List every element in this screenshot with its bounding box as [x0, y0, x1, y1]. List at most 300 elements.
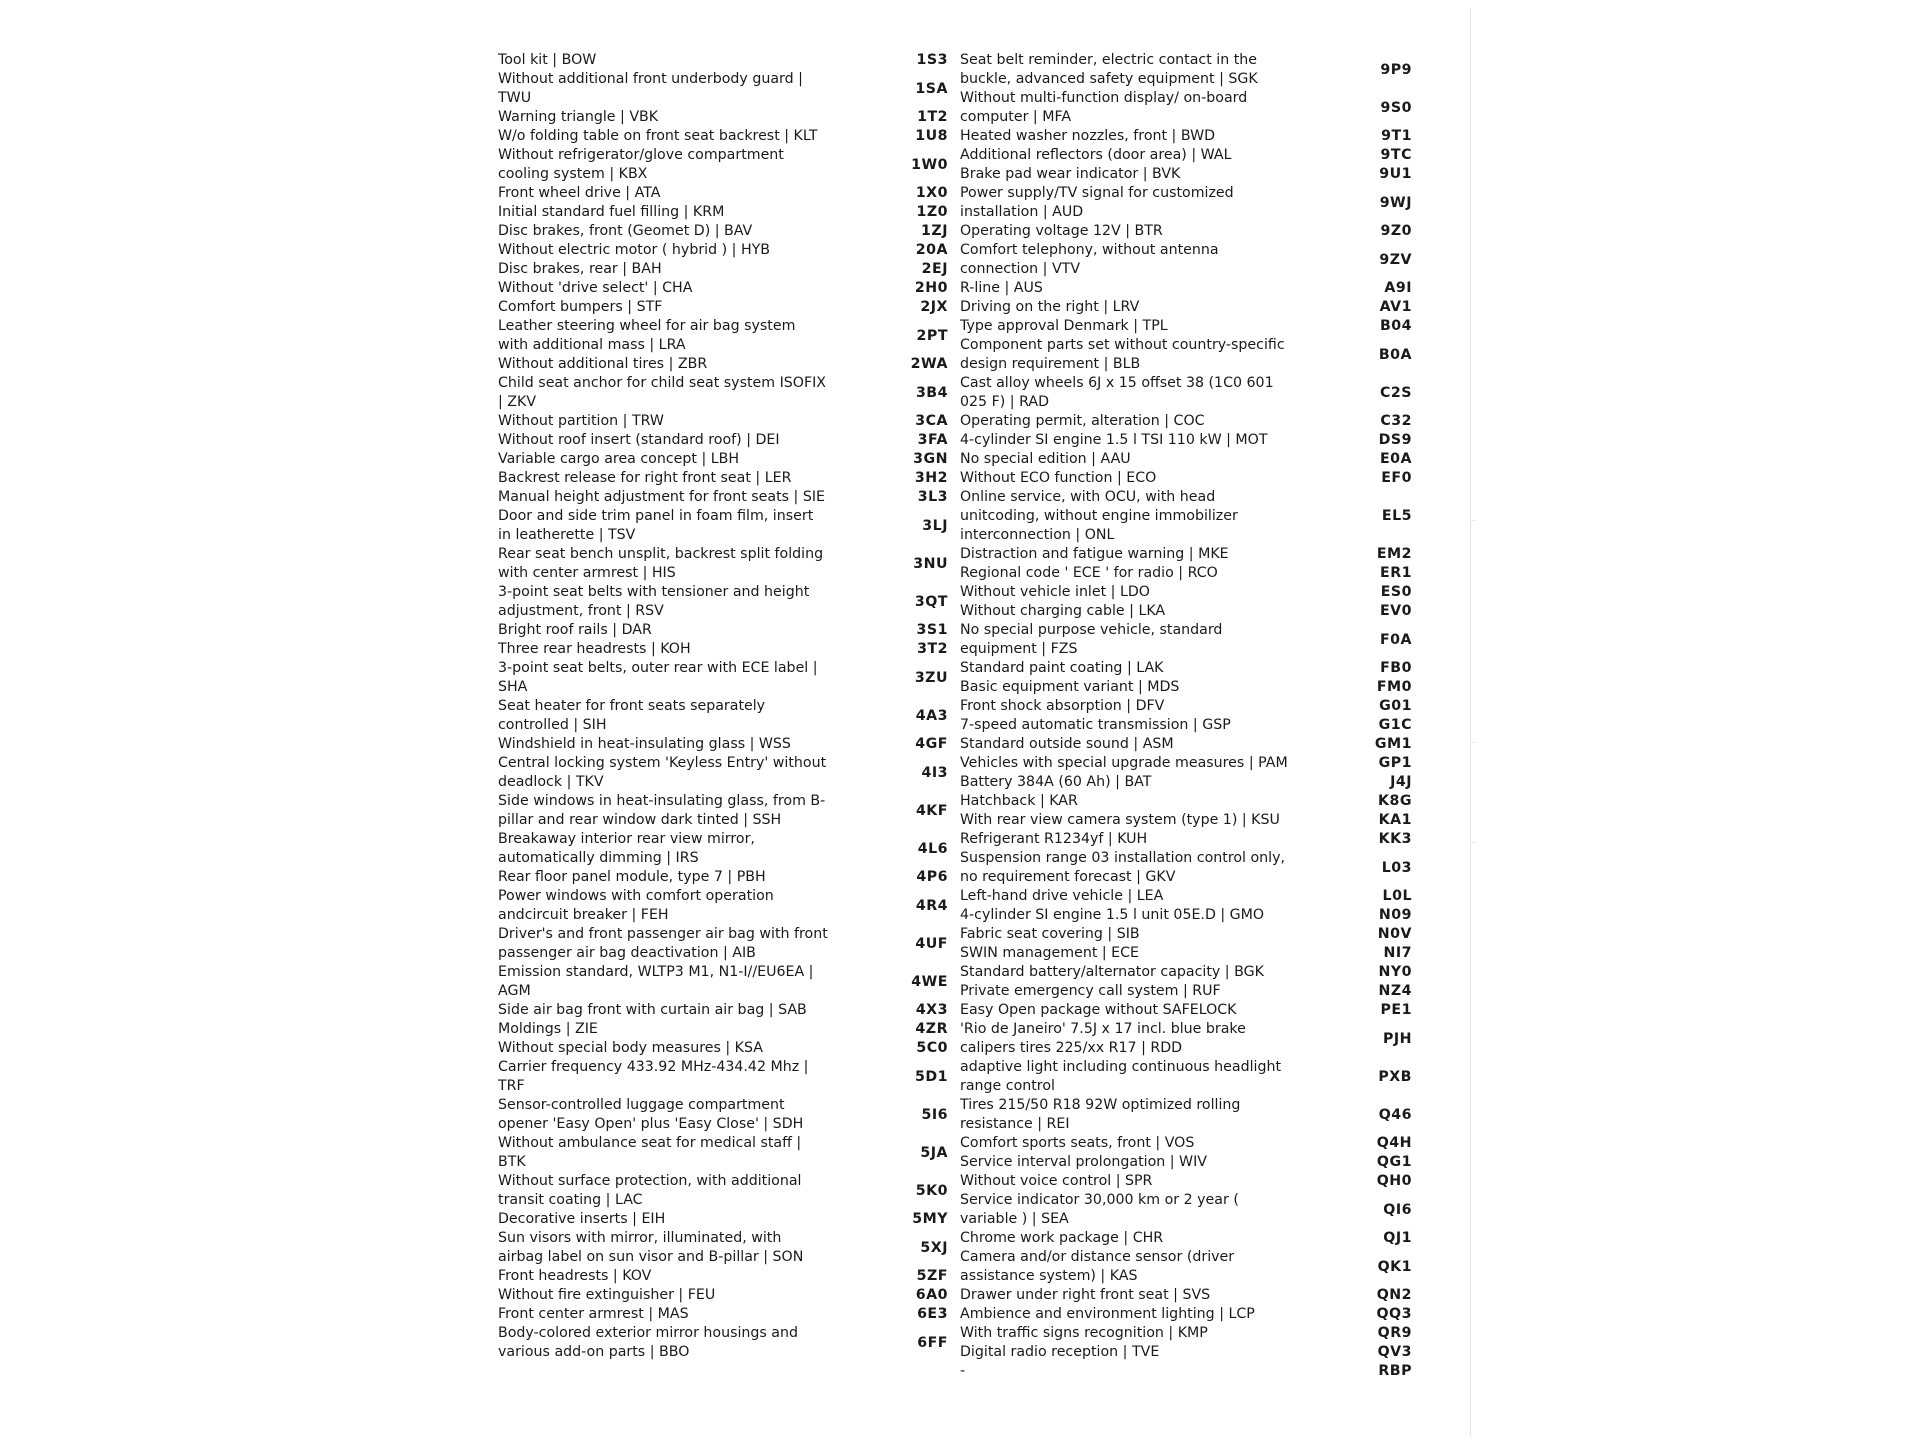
- option-description-cell: [960, 127, 1294, 146]
- left-code-row: [498, 222, 948, 241]
- option-description: Leather steering wheel for air bag system with additional mass | LRA: [498, 318, 796, 353]
- option-description: Breakaway interior rear view mirror, automatically dimming | IRS: [498, 831, 755, 866]
- option-description-cell: [960, 887, 1294, 906]
- option-description-cell: [498, 1305, 832, 1324]
- option-description: Standard battery/alternator capacity | BGK: [960, 964, 1264, 980]
- option-code: N0V: [1377, 926, 1412, 942]
- option-description: Drawer under right front seat | SVS: [960, 1287, 1211, 1303]
- option-description-cell: [960, 1134, 1294, 1153]
- right-code-row: [960, 982, 1412, 1001]
- right-code-row: [960, 89, 1412, 127]
- left-code-row: [498, 868, 948, 887]
- option-code: QQ3: [1376, 1306, 1412, 1322]
- option-description-cell: [498, 583, 832, 621]
- option-description-cell: [498, 792, 832, 830]
- option-description-cell: [960, 51, 1294, 89]
- option-code: 9P9: [1380, 61, 1412, 78]
- option-description: adaptive light including continuous headlight range control: [960, 1059, 1282, 1094]
- option-code: NY0: [1378, 964, 1412, 980]
- option-description: Comfort bumpers | STF: [498, 299, 663, 315]
- right-code-row: [960, 944, 1412, 963]
- option-code: 5C0: [916, 1040, 948, 1056]
- option-description: 4-cylinder SI engine 1.5 l unit 05E.D | GMO: [960, 907, 1265, 923]
- option-description: Without electric motor ( hybrid ) | HYB: [498, 242, 771, 258]
- option-code: L0L: [1382, 888, 1412, 904]
- left-code-row: [498, 1210, 948, 1229]
- option-code: 9S0: [1380, 99, 1412, 116]
- option-description-cell: [960, 1343, 1294, 1362]
- option-description-cell: [498, 431, 832, 450]
- right-code-row: [960, 906, 1412, 925]
- option-description: Ambience and environment lighting | LCP: [960, 1306, 1255, 1322]
- right-code-row: [960, 925, 1412, 944]
- option-code: 9WJ: [1379, 194, 1412, 211]
- right-code-row: [960, 222, 1412, 241]
- option-description-cell: [498, 1134, 832, 1172]
- option-description-cell: [960, 773, 1294, 792]
- option-description-cell: [498, 1210, 832, 1229]
- option-description: Hatchback | KAR: [960, 793, 1078, 809]
- option-code: ER1: [1380, 565, 1412, 581]
- option-code: J4J: [1390, 774, 1412, 790]
- option-description-cell: [960, 1305, 1294, 1324]
- option-code: G01: [1379, 698, 1412, 714]
- option-description: With rear view camera system (type 1) | KSU: [960, 812, 1280, 828]
- option-code: NZ4: [1378, 983, 1412, 999]
- option-code: EM2: [1376, 546, 1412, 562]
- option-description-cell: [498, 754, 832, 792]
- option-description-cell: [960, 298, 1294, 317]
- left-code-row: [498, 203, 948, 222]
- option-description: Vehicles with special upgrade measures | PAM: [960, 755, 1288, 771]
- option-description: SWIN management | ECE: [960, 945, 1140, 961]
- option-code: 2WA: [910, 356, 948, 372]
- option-description-cell: [498, 108, 832, 127]
- option-description: Initial standard fuel filling | KRM: [498, 204, 725, 220]
- left-code-row: [498, 298, 948, 317]
- option-description-cell: [960, 963, 1294, 982]
- option-description: Tool kit | BOW: [498, 52, 597, 68]
- option-code: QG1: [1376, 1154, 1412, 1170]
- option-description: Carrier frequency 433.92 MHz-434.42 Mhz | TRF: [498, 1059, 809, 1094]
- option-description-cell: [960, 412, 1294, 431]
- option-description-cell: [960, 716, 1294, 735]
- left-code-row: [498, 450, 948, 469]
- option-description-cell: [960, 944, 1294, 963]
- right-code-row: [960, 697, 1412, 716]
- option-description-cell: [498, 1020, 832, 1039]
- option-code: KA1: [1378, 812, 1412, 828]
- option-description-cell: [960, 1229, 1294, 1248]
- option-description-cell: [498, 412, 832, 431]
- option-description-cell: [960, 1286, 1294, 1305]
- option-description: -: [960, 1363, 966, 1379]
- left-code-row: [498, 792, 948, 830]
- option-description: Disc brakes, rear | BAH: [498, 261, 662, 277]
- option-code: 1X0: [915, 185, 948, 201]
- right-code-row: [960, 165, 1412, 184]
- option-description-cell: [498, 298, 832, 317]
- option-description: Operating permit, alteration | COC: [960, 413, 1205, 429]
- option-description: Disc brakes, front (Geomet D) | BAV: [498, 223, 753, 239]
- option-description-cell: [960, 1362, 1294, 1381]
- option-description: Private emergency call system | RUF: [960, 983, 1221, 999]
- option-description: Component parts set without country-specific design requirement | BLB: [960, 337, 1285, 372]
- option-description: Without multi-function display/ on-board computer | MFA: [960, 90, 1248, 125]
- option-code: AV1: [1379, 299, 1412, 315]
- option-description-cell: [498, 640, 832, 659]
- left-code-row: [498, 963, 948, 1001]
- left-code-row: [498, 108, 948, 127]
- option-description: Online service, with OCU, with head unitcoding, without engine immobilizer interconnection | ONL: [960, 489, 1238, 543]
- option-code: 4R4: [915, 897, 948, 914]
- option-code: 3FA: [917, 432, 948, 448]
- left-code-row: [498, 374, 948, 412]
- option-description: Variable cargo area concept | LBH: [498, 451, 740, 467]
- option-description: Rear floor panel module, type 7 | PBH: [498, 869, 766, 885]
- option-description-cell: [960, 545, 1294, 564]
- option-description-cell: [498, 127, 832, 146]
- option-description: Regional code ' ECE ' for radio | RCO: [960, 565, 1218, 581]
- option-description: Decorative inserts | EIH: [498, 1211, 666, 1227]
- option-code: 5JA: [920, 1144, 948, 1161]
- option-code: 4UF: [915, 935, 948, 952]
- page-edge-line: [1470, 8, 1471, 1436]
- left-code-row: [498, 754, 948, 792]
- option-description: Power windows with comfort operation andcircuit breaker | FEH: [498, 888, 774, 923]
- left-code-table: [498, 51, 948, 1362]
- option-description-cell: [498, 184, 832, 203]
- option-code: 3GN: [913, 451, 948, 467]
- option-code: 9ZV: [1379, 251, 1412, 268]
- option-description: No special edition | AAU: [960, 451, 1131, 467]
- option-description: Camera and/or distance sensor (driver assistance system) | KAS: [960, 1249, 1235, 1284]
- left-code-row: [498, 51, 948, 70]
- option-description: Driving on the right | LRV: [960, 299, 1140, 315]
- option-code: 4X3: [915, 1002, 948, 1018]
- option-description: Without additional tires | ZBR: [498, 356, 708, 372]
- option-description-cell: [498, 146, 832, 184]
- option-description: No special purpose vehicle, standard equipment | FZS: [960, 622, 1223, 657]
- option-description-cell: [960, 754, 1294, 773]
- right-code-row: [960, 830, 1412, 849]
- left-code-row: [498, 659, 948, 697]
- left-code-row: [498, 1305, 948, 1324]
- option-code: QH0: [1376, 1173, 1412, 1189]
- right-code-row: [960, 716, 1412, 735]
- option-description: Body-colored exterior mirror housings and various add-on parts | BBO: [498, 1325, 798, 1360]
- option-description: Driver's and front passenger air bag with front passenger air bag deactivation | AIB: [498, 926, 828, 961]
- option-description-cell: [960, 1191, 1294, 1229]
- right-code-row: [960, 1343, 1412, 1362]
- option-description-cell: [498, 697, 832, 735]
- option-code: 2PT: [916, 327, 948, 344]
- right-code-row: [960, 488, 1412, 545]
- option-description: With traffic signs recognition | KMP: [960, 1325, 1208, 1341]
- left-code-row: [498, 317, 948, 355]
- right-code-row: [960, 298, 1412, 317]
- option-description-cell: [498, 887, 832, 925]
- option-code: QI6: [1383, 1201, 1412, 1218]
- right-code-row: [960, 792, 1412, 811]
- right-code-row: [960, 887, 1412, 906]
- right-code-row: [960, 279, 1412, 298]
- option-description: Without refrigerator/glove compartment cooling system | KBX: [498, 147, 784, 182]
- right-code-row: [960, 754, 1412, 773]
- option-description: Without ambulance seat for medical staff | BTK: [498, 1135, 802, 1170]
- option-code: 9Z0: [1380, 223, 1412, 239]
- option-code: C32: [1380, 413, 1412, 429]
- option-code: 3NU: [913, 555, 948, 572]
- option-description-cell: [498, 260, 832, 279]
- option-description: 'Rio de Janeiro' 7.5J x 17 incl. blue brake calipers tires 225/xx R17 | RDD: [960, 1021, 1246, 1056]
- option-description-cell: [960, 583, 1294, 602]
- option-description-cell: [960, 241, 1294, 279]
- right-code-row: [960, 621, 1412, 659]
- option-description-cell: [960, 659, 1294, 678]
- option-description-cell: [960, 1001, 1294, 1020]
- right-code-row: [960, 1020, 1412, 1058]
- option-code: 3H2: [914, 470, 948, 486]
- option-description-cell: [498, 1229, 832, 1267]
- option-code: QK1: [1377, 1258, 1412, 1275]
- option-description: Chrome work package | CHR: [960, 1230, 1164, 1246]
- option-description-cell: [960, 222, 1294, 241]
- option-code: 5D1: [914, 1068, 948, 1085]
- option-description: Windshield in heat-insulating glass | WSS: [498, 736, 791, 752]
- option-description: Without 'drive select' | CHA: [498, 280, 693, 296]
- option-description-cell: [498, 488, 832, 507]
- option-code: GP1: [1378, 755, 1412, 771]
- option-code: EV0: [1379, 603, 1412, 619]
- option-description: Seat belt reminder, electric contact in the buckle, advanced safety equipment | SGK: [960, 52, 1258, 87]
- option-description: Door and side trim panel in foam film, insert in leatherette | TSV: [498, 508, 814, 543]
- left-code-row: [498, 279, 948, 298]
- left-code-row: [498, 830, 948, 868]
- option-description-cell: [498, 374, 832, 412]
- option-description-cell: [960, 431, 1294, 450]
- right-column: [960, 51, 1412, 1381]
- option-description-cell: [960, 89, 1294, 127]
- right-code-row: [960, 583, 1412, 602]
- right-code-row: [960, 1248, 1412, 1286]
- right-code-row: [960, 146, 1412, 165]
- option-description: Without surface protection, with additional transit coating | LAC: [498, 1173, 802, 1208]
- option-description-cell: [960, 678, 1294, 697]
- left-code-row: [498, 1286, 948, 1305]
- option-description: 3-point seat belts, outer rear with ECE label | SHA: [498, 660, 818, 695]
- option-description-cell: [498, 1324, 832, 1362]
- option-code: A9I: [1384, 280, 1412, 296]
- option-description: Distraction and fatigue warning | MKE: [960, 546, 1229, 562]
- option-code: FM0: [1376, 679, 1412, 695]
- option-code: 3S1: [916, 622, 948, 638]
- option-code: 2JX: [920, 299, 948, 315]
- option-code: 1SA: [915, 80, 948, 97]
- option-code: QN2: [1376, 1287, 1412, 1303]
- option-code: 4GF: [915, 736, 948, 752]
- option-code: 2EJ: [921, 261, 948, 277]
- option-description-cell: [960, 374, 1294, 412]
- option-code: Q4H: [1376, 1135, 1412, 1151]
- option-description: Sun visors with mirror, illuminated, with airbag label on sun visor and B-pillar | SON: [498, 1230, 804, 1265]
- right-code-row: [960, 811, 1412, 830]
- option-code: K8G: [1377, 793, 1412, 809]
- option-code: 1S3: [916, 52, 948, 68]
- left-code-row: [498, 1058, 948, 1096]
- option-description: Easy Open package without SAFELOCK: [960, 1002, 1237, 1018]
- option-description-cell: [498, 1001, 832, 1020]
- option-code: 5K0: [915, 1182, 948, 1199]
- left-code-row: [498, 1229, 948, 1267]
- option-code: 9U1: [1379, 166, 1412, 182]
- page-edge-mark: [1471, 742, 1477, 743]
- left-code-row: [498, 507, 948, 545]
- left-code-row: [498, 583, 948, 621]
- right-code-row: [960, 336, 1412, 374]
- option-description: Cast alloy wheels 6J x 15 offset 38 (1C0 601 025 F) | RAD: [960, 375, 1274, 410]
- option-description: 3-point seat belts with tensioner and height adjustment, front | RSV: [498, 584, 810, 619]
- left-code-row: [498, 1134, 948, 1172]
- option-description-cell: [498, 70, 832, 108]
- right-code-row: [960, 469, 1412, 488]
- option-description: Front wheel drive | ATA: [498, 185, 661, 201]
- option-code: 6E3: [917, 1306, 948, 1322]
- right-code-row: [960, 374, 1412, 412]
- option-code: 1ZJ: [921, 223, 948, 239]
- option-code: RBP: [1378, 1363, 1412, 1379]
- option-description: Comfort telephony, without antenna connection | VTV: [960, 242, 1219, 277]
- option-description: Standard outside sound | ASM: [960, 736, 1174, 752]
- right-code-row: [960, 1305, 1412, 1324]
- option-code: B0A: [1378, 346, 1412, 363]
- option-description-cell: [498, 735, 832, 754]
- option-description: Central locking system 'Keyless Entry' without deadlock | TKV: [498, 755, 827, 790]
- option-code: 3T2: [917, 641, 948, 657]
- left-code-row: [498, 469, 948, 488]
- right-code-row: [960, 678, 1412, 697]
- page-edge-mark: [1471, 842, 1477, 843]
- right-code-row: [960, 602, 1412, 621]
- option-description: R-line | AUS: [960, 280, 1043, 296]
- option-code: 5ZF: [916, 1268, 948, 1284]
- option-code: G1C: [1378, 717, 1412, 733]
- option-description: Child seat anchor for child seat system ISOFIX | ZKV: [498, 375, 827, 410]
- option-description: Seat heater for front seats separately controlled | SIH: [498, 698, 766, 733]
- option-description-cell: [960, 1020, 1294, 1058]
- left-code-row: [498, 488, 948, 507]
- right-code-row: [960, 545, 1412, 564]
- option-description-cell: [498, 507, 832, 545]
- option-code: DS9: [1378, 432, 1412, 448]
- left-code-row: [498, 1324, 948, 1362]
- left-code-row: [498, 146, 948, 184]
- left-code-row: [498, 431, 948, 450]
- right-code-row: [960, 431, 1412, 450]
- right-code-row: [960, 1001, 1412, 1020]
- option-description-cell: [498, 1039, 832, 1058]
- right-code-row: [960, 184, 1412, 222]
- option-description: Standard paint coating | LAK: [960, 660, 1164, 676]
- option-description: Comfort sports seats, front | VOS: [960, 1135, 1195, 1151]
- right-code-row: [960, 51, 1412, 89]
- option-description-cell: [960, 1248, 1294, 1286]
- option-code: QV3: [1377, 1344, 1412, 1360]
- option-code: 6A0: [915, 1287, 948, 1303]
- option-description: Warning triangle | VBK: [498, 109, 659, 125]
- option-description-cell: [960, 1096, 1294, 1134]
- option-description: Heated washer nozzles, front | BWD: [960, 128, 1216, 144]
- option-description: Without fire extinguisher | FEU: [498, 1287, 716, 1303]
- option-code: 4A3: [915, 707, 948, 724]
- right-code-row: [960, 1191, 1412, 1229]
- option-code: 9T1: [1381, 128, 1412, 144]
- option-description: Type approval Denmark | TPL: [960, 318, 1168, 334]
- option-description: Operating voltage 12V | BTR: [960, 223, 1163, 239]
- option-description-cell: [498, 222, 832, 241]
- left-code-row: [498, 260, 948, 279]
- option-description: Front center armrest | MAS: [498, 1306, 689, 1322]
- option-description: Manual height adjustment for front seats | SIE: [498, 489, 825, 505]
- option-description: Basic equipment variant | MDS: [960, 679, 1180, 695]
- option-description: Refrigerant R1234yf | KUH: [960, 831, 1148, 847]
- option-code: PE1: [1380, 1002, 1412, 1018]
- option-code: 6FF: [917, 1334, 948, 1351]
- right-code-row: [960, 1153, 1412, 1172]
- option-description-cell: [498, 1267, 832, 1286]
- option-description: Moldings | ZIE: [498, 1021, 598, 1037]
- option-description: Rear seat bench unsplit, backrest split folding with center armrest | HIS: [498, 546, 824, 581]
- left-code-row: [498, 355, 948, 374]
- right-code-row: [960, 1058, 1412, 1096]
- option-description: Left-hand drive vehicle | LEA: [960, 888, 1164, 904]
- option-description-cell: [960, 792, 1294, 811]
- right-code-list: [960, 51, 1412, 1381]
- right-code-row: [960, 659, 1412, 678]
- right-code-row: [960, 1229, 1412, 1248]
- right-code-row: [960, 1172, 1412, 1191]
- right-code-row: [960, 773, 1412, 792]
- left-code-list: [498, 51, 948, 1362]
- left-code-row: [498, 887, 948, 925]
- left-code-row: [498, 1039, 948, 1058]
- left-code-row: [498, 621, 948, 640]
- option-code: EF0: [1381, 470, 1412, 486]
- option-description-cell: [498, 868, 832, 887]
- left-code-row: [498, 1001, 948, 1020]
- right-code-row: [960, 1324, 1412, 1343]
- option-code: KK3: [1378, 831, 1412, 847]
- option-description-cell: [960, 697, 1294, 716]
- option-code: 1Z0: [916, 204, 948, 220]
- option-description: Fabric seat covering | SIB: [960, 926, 1140, 942]
- option-code: E0A: [1379, 451, 1412, 467]
- option-description: Digital radio reception | TVE: [960, 1344, 1160, 1360]
- option-code: 5XJ: [920, 1239, 948, 1256]
- page-edge-mark: [1471, 520, 1477, 521]
- option-description-cell: [498, 925, 832, 963]
- option-code: 1U8: [915, 128, 948, 144]
- left-code-row: [498, 1020, 948, 1039]
- right-code-row: [960, 735, 1412, 754]
- option-description: Battery 384A (60 Ah) | BAT: [960, 774, 1152, 790]
- option-code: 1T2: [917, 109, 948, 125]
- option-description-cell: [960, 450, 1294, 469]
- option-description-cell: [960, 925, 1294, 944]
- right-code-row: [960, 241, 1412, 279]
- right-code-row: [960, 317, 1412, 336]
- left-code-row: [498, 70, 948, 108]
